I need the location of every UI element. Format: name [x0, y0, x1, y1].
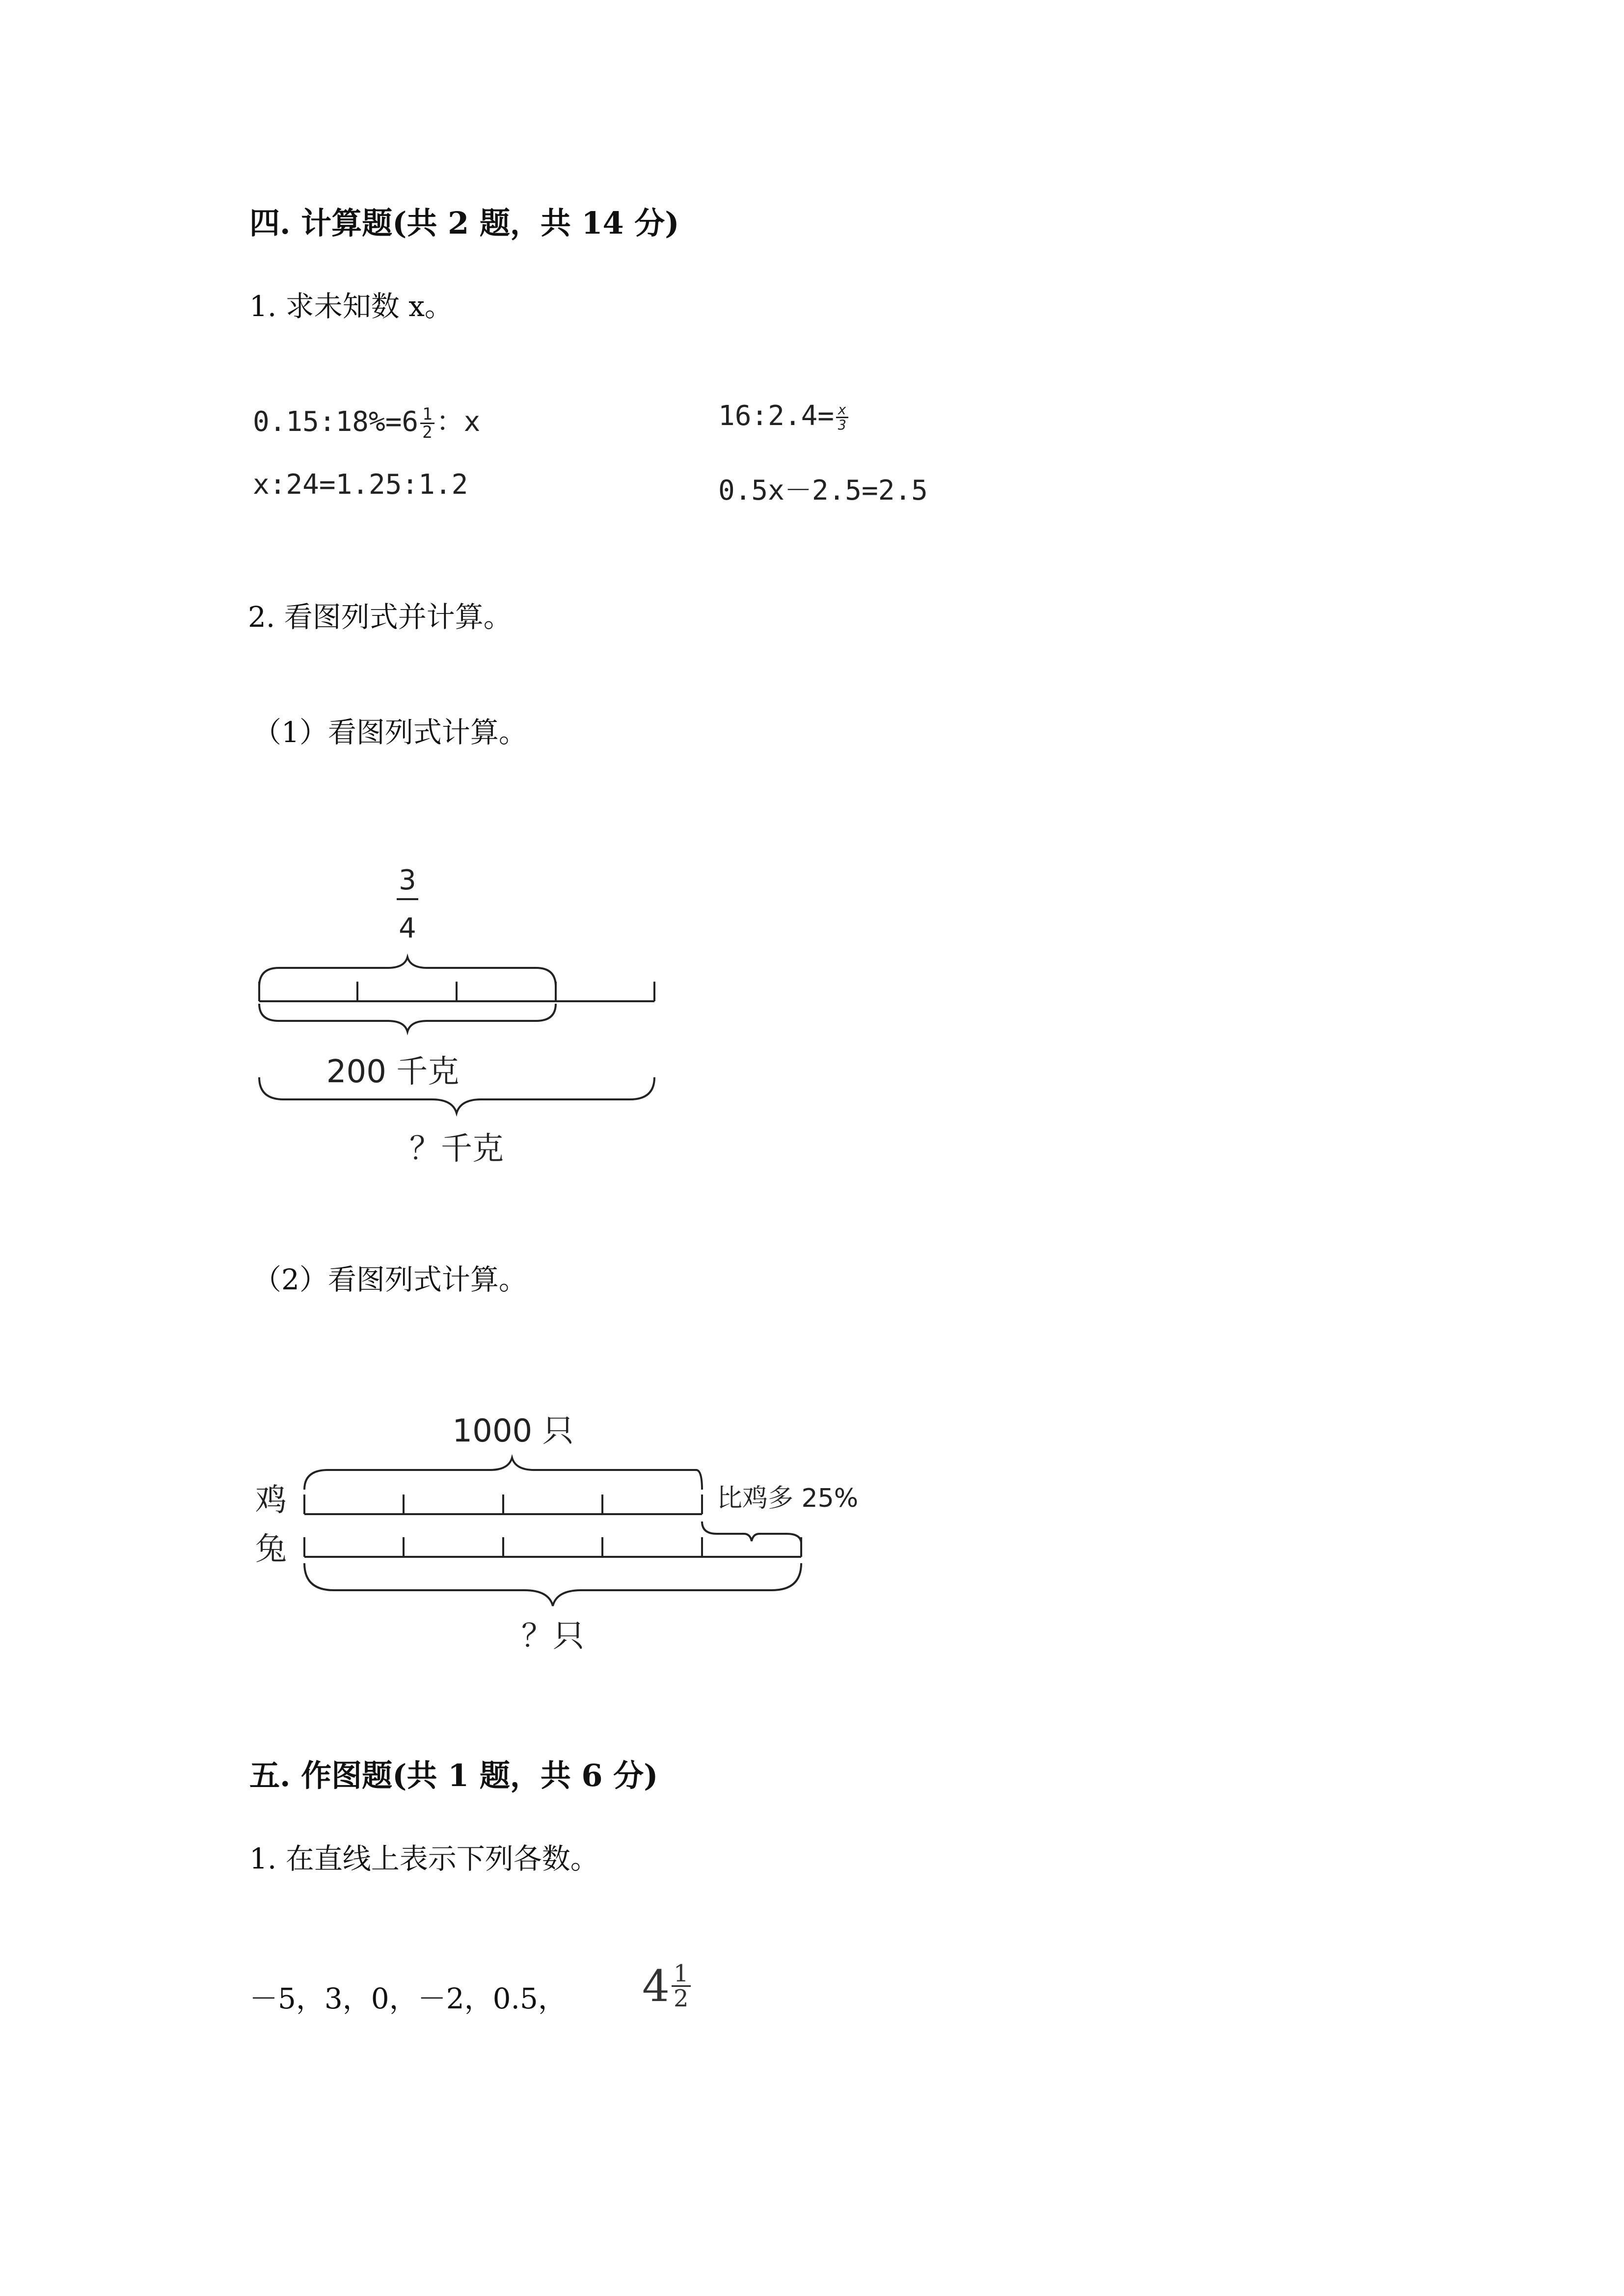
diagram1-known-label: 200 千克	[326, 1054, 460, 1090]
numbers-list: －5，3，0，－2，0.5，	[249, 1982, 567, 2015]
mixed-number	[642, 1961, 693, 2011]
diagram2-top-brace	[304, 1458, 702, 1490]
equation-4: 0.5x－2.5=2.5	[718, 475, 928, 507]
sub2-prompt: （2）看图列式计算。	[253, 1263, 527, 1296]
equation-1-right: ：x	[436, 406, 481, 438]
diagram2-extra-brace	[702, 1522, 801, 1544]
diagram2-extra-label: 比鸡多 25%	[717, 1484, 859, 1513]
diagram1-fraction-denominator: 4	[399, 912, 416, 944]
sub1-prompt: （1）看图列式计算。	[253, 716, 527, 749]
chicken-rabbit-diagram	[0, 1374, 1624, 1693]
mixed-number-fraction	[672, 1962, 691, 2010]
fraction-denominator: 2	[674, 1985, 689, 2012]
fraction-denominator: 3	[838, 417, 846, 433]
section4-heading: 四. 计算题(共 2 题，共 14 分)	[249, 205, 679, 241]
fraction-denominator: 2	[422, 423, 433, 443]
diagram1-top-brace	[259, 957, 556, 987]
q1-prompt: 1. 求未知数 x。	[249, 290, 453, 323]
diagram2-total-label: 1000 只	[452, 1413, 574, 1449]
q2-prompt: 2. 看图列式并计算。	[248, 600, 512, 634]
fraction-numerator: 1	[672, 1962, 691, 1987]
fraction-numerator: x	[836, 403, 848, 418]
diagram2-unknown-label: ？只	[521, 1618, 584, 1655]
section5-q1-prompt: 1. 在直线上表示下列各数。	[249, 1842, 599, 1875]
diagram2-total-brace	[304, 1563, 801, 1606]
diagram2-row2-label: 兔	[255, 1531, 287, 1568]
section5-heading: 五. 作图题(共 1 题，共 6 分)	[249, 1758, 658, 1793]
equation-3: x:24=1.25:1.2	[253, 469, 468, 501]
equation-2-left: 16:2.4=	[718, 400, 835, 432]
fraction-numerator: 1	[420, 406, 434, 424]
diagram2-row1-label: 鸡	[255, 1482, 287, 1519]
mixed-number-whole: 4	[642, 1961, 670, 2011]
diagram1-fraction-numerator: 3	[399, 864, 416, 896]
diagram1-known-brace	[259, 1004, 556, 1032]
diagram1-unknown-label: ？千克	[409, 1131, 504, 1167]
equation-1-left: 0.15:18%=6	[253, 406, 419, 438]
